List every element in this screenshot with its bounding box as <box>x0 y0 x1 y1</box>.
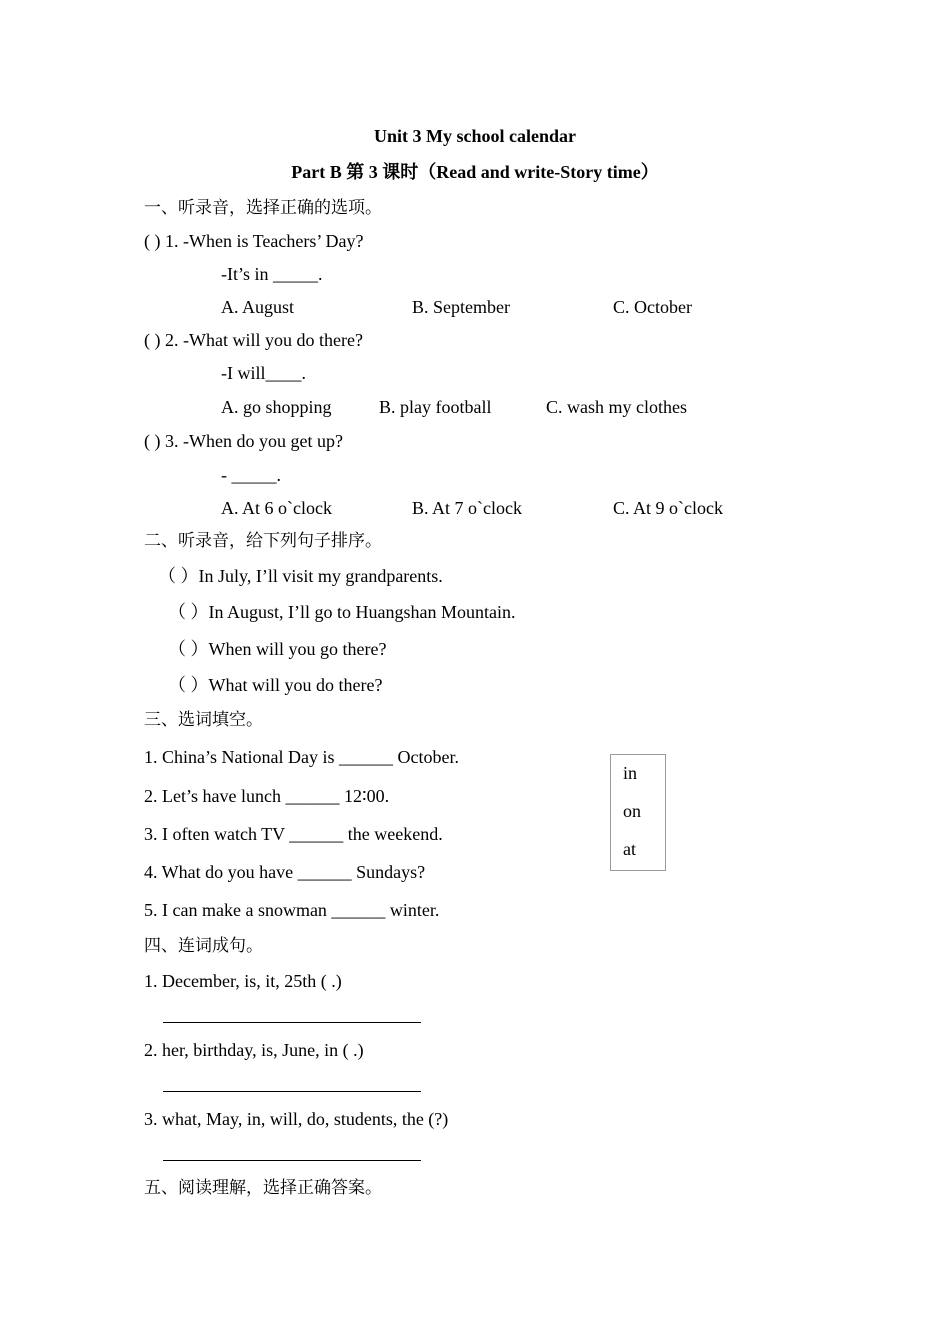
ordering-item-1: （ ）In July, I’ll visit my grandparents. <box>158 566 443 586</box>
section-heading-listening-choice: 一、听录音，选择正确的选项。 <box>144 198 382 218</box>
word-bank-word-on: on <box>623 801 641 821</box>
question-2-option-b: B. play football <box>379 397 492 417</box>
word-bank-word-at: at <box>623 839 636 859</box>
section-heading-reading: 五、阅读理解，选择正确答案。 <box>144 1178 382 1198</box>
answer-line-1[interactable] <box>163 1022 421 1023</box>
question-3-option-b: B. At 7 o`clock <box>412 498 522 518</box>
question-2-option-c: C. wash my clothes <box>546 397 687 417</box>
section-heading-sentence-building: 四、连词成句。 <box>144 936 263 956</box>
sentence-item-2: 2. her, birthday, is, June, in ( .) <box>144 1040 364 1060</box>
word-bank-word-in: in <box>623 763 638 783</box>
question-3: ( ) 3. -When do you get up? <box>144 431 343 451</box>
question-2: ( ) 2. -What will you do there? <box>144 330 363 350</box>
section-heading-ordering: 二、听录音，给下列句子排序。 <box>144 531 382 551</box>
answer-line-3[interactable] <box>163 1160 421 1161</box>
fill-item-5: 5. I can make a snowman ______ winter. <box>144 900 440 920</box>
ordering-item-2: （ ）In August, I’ll go to Huangshan Mountain. <box>168 602 516 622</box>
question-1: ( ) 1. -When is Teachers’ Day? <box>144 231 364 251</box>
ordering-item-4: （ ）What will you do there? <box>168 675 383 695</box>
fill-item-4: 4. What do you have ______ Sundays? <box>144 862 426 882</box>
fill-item-2: 2. Let’s have lunch ______ 12∶00. <box>144 786 390 806</box>
page-subtitle: Part B 第 3 课时（Read and write-Story time） <box>291 162 659 182</box>
question-2-answer-prompt: -I will____. <box>221 363 306 383</box>
question-3-answer-prompt: - _____. <box>221 465 281 485</box>
question-3-option-c: C. At 9 o`clock <box>613 498 723 518</box>
ordering-item-3: （ ）When will you go there? <box>168 639 387 659</box>
question-3-option-a: A. At 6 o`clock <box>221 498 332 518</box>
answer-line-2[interactable] <box>163 1091 421 1092</box>
fill-item-1: 1. China’s National Day is ______ October. <box>144 747 459 767</box>
question-1-option-a: A. August <box>221 297 295 317</box>
sentence-item-1: 1. December, is, it, 25th ( .) <box>144 971 342 991</box>
question-2-option-a: A. go shopping <box>221 397 332 417</box>
question-1-option-c: C. October <box>613 297 692 317</box>
question-1-answer-prompt: -It’s in _____. <box>221 264 323 284</box>
sentence-item-3: 3. what, May, in, will, do, students, the (?) <box>144 1109 449 1129</box>
question-1-option-b: B. September <box>412 297 510 317</box>
section-heading-fill-blank: 三、选词填空。 <box>144 710 263 730</box>
word-bank-box <box>610 754 666 871</box>
fill-item-3: 3. I often watch TV ______ the weekend. <box>144 824 443 844</box>
page-title: Unit 3 My school calendar <box>374 126 576 146</box>
